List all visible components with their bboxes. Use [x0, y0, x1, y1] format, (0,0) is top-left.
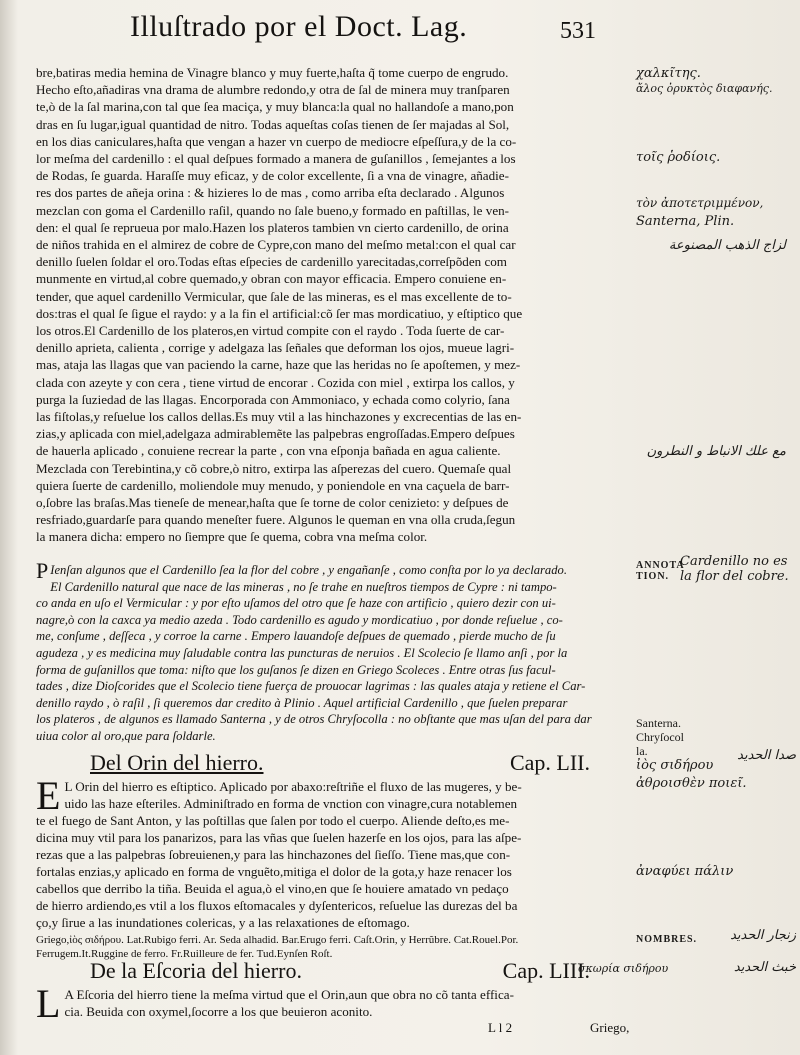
main-text-line: resfriado,guardarſe para quando meneſter fuere. Algunos le queman en vna olla cruda,ſegun	[36, 512, 516, 528]
main-text-line: de niños trahida en el almirez de cobre de Cypre,con mano del meſmo metal:con el qual car	[36, 237, 516, 253]
chapter-53-line: A Eſcoria del hierro tiene la meſma virtud que el Orin,aun que obra no cõ tanta effica-	[64, 987, 514, 1002]
main-text-line: de Rodas, ſe guarda. Haraſſe muy eficaz, y de color excellente, ſi a vna de vinagre, añadie-	[36, 168, 509, 184]
margin-note-salt: ἄλος ὀρυκτὸς διαφανής.	[636, 82, 773, 95]
chapter-52-line: uido las haze eſteriles. Adminiſtrado en forma de vnction con vinagre,cura notablemen	[64, 796, 518, 811]
annotation-line: los plateros , de algunos es llamado Santerna , y de otros Chryſocolla : no obſtante que mas uſan del para dar	[36, 712, 592, 727]
chapter-53-text	[36, 981, 632, 1026]
chapter-52-line: L Orin del hierro es eſtiptico. Aplicado por abaxo:reſtriñe el fluxo de las mugeres, y be-	[64, 779, 522, 794]
main-text-line: Hecho eſto,añadiras vna drama de alumbre redondo,y otra de ſal de minera muy tranſparen	[36, 82, 510, 98]
main-text-line: denillo ſuelen ſoldar el oro.Todas eſtas eſpecies de cardenillo yarecitadas,correſpõden com	[36, 254, 507, 270]
margin-note-arabic-3: صدا الحديد	[737, 748, 796, 763]
main-text-line: quiera ſuerte de cardenillo, moliendole muy menudo, y poniendole en vna caçuela de barr-	[36, 477, 510, 493]
chapter-52-text	[36, 773, 632, 961]
main-text-line: te,ò de la ſal marina,con tal que ſea maciça, y muy blanca:la qual no hallandoſe a mano,pon	[36, 99, 514, 115]
chapter-52-title: Del Orin del hierro.	[90, 750, 264, 775]
main-text-line: los otros.El Cardenillo de los plateros,en virtud compite con el raydo . Toda ſuerte de car-	[36, 323, 505, 339]
page-number: 531	[560, 18, 596, 44]
annotation-line: denillo raydo , ò raſil , ſi queremos dar credito à Plinio . Aquel artificial Cardenillo , que ſuelen preparar	[36, 695, 568, 710]
margin-note-ios-siderou: ἰὸς σιδήρου	[636, 758, 714, 773]
chapter-53-number: Cap. LIII.	[502, 958, 590, 983]
annotation-line: forma de guſanillos que toma: niſto que los guſanos ſe dizen en Griego Scoleces . Entre otras ſus facul-	[36, 662, 556, 677]
margin-santerna-chrysocolla: Santerna. Chryſocol la.	[636, 716, 684, 758]
main-text-line: bre,batiras media hemina de Vinagre blanco y muy fuerte,haſta q̃ tome cuerpo de engrudo.	[36, 65, 509, 80]
chapter-52-line: de hierro ardiendo,es vtil a los fluxos eſtomacales y dyſentericos, reſuelue las durezas del ba	[36, 898, 518, 913]
margin-note-arabic-1: لزاج الذهب المصنوعة	[668, 238, 786, 253]
nombres-label: NOMBRES.	[636, 934, 698, 945]
chapter-52-heading	[90, 750, 630, 776]
main-text-line: denillo aprieta, calienta , corrige y adelgaza las ſeñales que deforman los ojos, mueue lagri-	[36, 340, 515, 356]
annotation-label: ANNOTA TION.	[636, 560, 685, 582]
main-text-line: o,ſobre las braſas.Mas tieneſe de menear,haſta que ſe torne de color cenizieto: y deſpues de	[36, 495, 509, 511]
annotation-line: tades , dize Dioſcorides que el Scolecio tiene fuerça de prouocar lagrimas : las quales ataja y retiene el Car-	[36, 679, 586, 694]
margin-note-skoria: σκωρία σιδήρου	[578, 962, 669, 975]
chapter-52-line: cabellos que derribo la tiña. Beuida el agua,ò el vino,en que ſe houiere amatado vn pedaço	[36, 881, 509, 896]
chapter-52-dropcap: E	[36, 773, 61, 818]
running-title: Illuſtrado por el Doct. Lag.	[130, 10, 468, 43]
main-text-line: dos:tras el qual ſe ſigue el raydo: y a la fin el artificial:cõ ſer mas mordicatiuo, y eſtiptico que	[36, 305, 523, 321]
main-text-line: purga la ſuziedad de las llagas. Encorporada con Ammoniaco, y echada como colyrio, ſana	[36, 391, 510, 407]
main-text-line: mezclan con goma el Cardenillo raſil, quando no ſale bueno,y formado en paſtillas, le ven-	[36, 202, 510, 218]
annotation-line: co anda en uſo el Vermicular : y por eſto uſamos del otro que ſe haze con artificio , quiero dezir con ui-	[36, 596, 556, 611]
main-text-line: tender, que aquel cardenillo Vermicular, que ſale de las mineras, es el mas excellente de to-	[36, 288, 512, 304]
main-text-line: la manera dicha: empero no ſiempre que ſe quema, cobra vna meſma color.	[36, 529, 428, 545]
main-text-line: las fiſtolas,y reſuelue los callos dellas.Es muy vtil a las hinchazones y excrecentias de las en-	[36, 409, 522, 425]
margin-note-arabic-5: خبث الحديد	[733, 960, 796, 975]
catchword: Griego,	[590, 1020, 630, 1035]
names-line-2: Ferrugem.It.Ruggine de ferro. Fr.Ruilleure de fer. Tud.Eynſen Roſt.	[36, 948, 333, 960]
main-text-line: clada con azeyte y con cera , tiene virtud de encorar . Cozida con miel , extirpa los callos, y	[36, 374, 515, 390]
main-text-line: zias,y aplicada con miel,adelgaza admirablemẽte las palpebras engroſſadas.Empero deſpues	[36, 426, 515, 442]
chapter-52-line: te el fuego de Sant Anton, y las poſtillas que ſalen por todo el cuerpo. Aliende deſto,es me-	[36, 813, 510, 828]
main-text-line: lor meſma del cardenillo : el qual deſpues formado a manera de guſanillos , ſemejantes a los	[36, 151, 516, 167]
annotation-block	[36, 558, 632, 745]
chapter-52-line: ço,y ſirue a las inundationes colericas, y a las relaxationes de eſtomago.	[36, 915, 410, 930]
main-text-line: de hauerla aplicado , conuiene recrear la parte , con vna eſponja bañada en agua caliente.	[36, 443, 501, 459]
main-text-line: dras en ſu lugar,igual quantidad de nitro. Todas aqueſtas coſas tienen de ſer majadas al Sol,	[36, 116, 510, 132]
annotation-line: agudeza , y es medicina muy ſaludable contra las puncturas de neruios . El Scolecio ſe llamo anſi , por la	[36, 645, 568, 660]
margin-note-apotetrimmenon: τὸν ἀποτετριμμένον,	[636, 196, 764, 210]
annotation-dropcap: P	[36, 558, 49, 583]
chapter-52-line: rezas que a las palpebras ſobreuienen,y para las hinchazones del ſieſſo. Tiene mas,que con-	[36, 847, 511, 862]
margin-note-arabic-2: مع علك الانباط و النطرون	[646, 444, 786, 459]
margin-note-chalkitis: χαλκῖτης.	[636, 66, 701, 81]
annotation-line: nagre,ò con la caxca ya medio azeda . Todo cardenillo es agudo y mordicatiuo , por donde reſuelue , co-	[36, 612, 563, 627]
chapter-53-dropcap: L	[36, 981, 61, 1026]
margin-note-anaphyei: ἀναφύει πάλιν	[636, 864, 734, 879]
margin-note-rhodes: τοῖς ῥοδίοις.	[636, 150, 721, 165]
annotation-line: El Cardenillo natural que nace de las mineras , no ſe trahe en nueſtros tiempos de Cypre : ni tampo-	[50, 579, 557, 594]
main-text-line: en los dias caniculares,haſta que vengan a hazer vn cuerpo de mediocre eſpeſſura,y de la co-	[36, 133, 517, 149]
main-text-line: mas, ataja las llagas que van paciendo la carne, haze que las heridas no ſe apoſtemen, y mez-	[36, 357, 521, 373]
chapter-53-heading	[90, 958, 630, 984]
margin-note-cardenillo: Cardenillo no es la flor del cobre.	[680, 554, 789, 584]
names-line-1: Griego,ἰὸς σιδήρου. Lat.Rubigo ferri. Ar. Seda alhadid. Bar.Erugo ferri. Caſt.Orin, y Herrũbre. Cat.Rouel.Por.	[36, 934, 519, 946]
chapter-52-line: fortalas enzias,y aplicado en forma de vnguẽto,mitiga el dolor de la gota,y haze renacer los	[36, 864, 512, 879]
main-text-line: res dos partes de añeja orina : & hizieres lo de mas , como arriba eſta declarado . Algunos	[36, 185, 505, 201]
main-text-line: munmente en virtud,al cobre quemado,y obran con mayor efficacia. Empero conuiene en-	[36, 271, 507, 287]
margin-note-athroisthen: ἀθροισθὲν ποιεῖ.	[636, 776, 747, 791]
chapter-53-title: De la Eſcoria del hierro.	[90, 958, 302, 983]
margin-note-arabic-4: زنجار الحديد	[730, 928, 796, 943]
annotation-line: uiua color al oro,que para ſoldarle.	[36, 728, 216, 743]
main-text	[36, 64, 632, 546]
annotation-line: Ienſan algunos que el Cardenillo ſea la flor del cobre , y engañanſe , como conſta por lo ya declarado.	[50, 563, 567, 577]
chapter-53-line: cia. Beuida con oxymel,ſocorre a los que beuieron aconito.	[64, 1004, 373, 1019]
margin-note-santerna-plin: Santerna, Plin.	[636, 214, 735, 229]
annotation-line: me, conſume , deſſeca , y corroe la carne . Empero lauandoſe deſpues de quemado , pierde mucho de ſu	[36, 629, 556, 644]
signature-mark: L l 2	[488, 1020, 513, 1035]
main-text-line: den: el qual ſe reprueua por malo.Hazen los plateros tambien vn cierto cardenillo, de orina	[36, 219, 509, 235]
main-text-line: Mezclada con Terebintina,y cõ cobre,ò nitro, extirpa las aſperezas del cuero. Quemaſe qual	[36, 460, 512, 476]
chapter-52-line: dicina muy vtil para los panarizos, para las vñas que ſuelen hazerſe en los ojos, para las aſpe-	[36, 830, 522, 845]
chapter-52-number: Cap. LII.	[509, 750, 590, 775]
